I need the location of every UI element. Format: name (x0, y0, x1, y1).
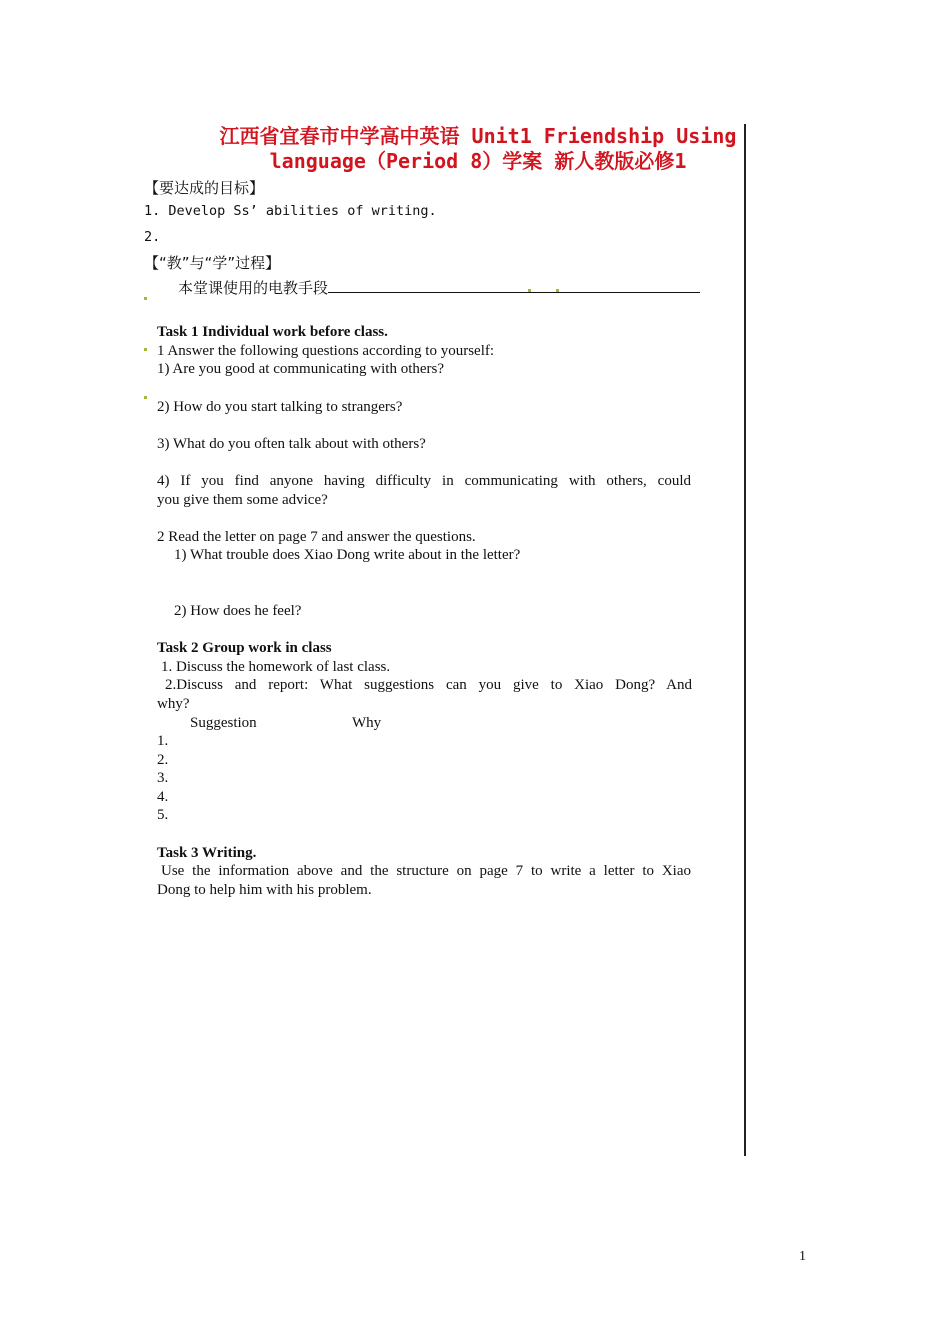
goal-item-1: 1. Develop Ss’ abilities of writing. (144, 203, 437, 219)
task1-question-4-line1: 4) If you find anyone having difficulty in communicating with others, could (157, 473, 691, 489)
suggestion-row: 4. (157, 789, 169, 805)
marker-dot (556, 289, 559, 292)
page-number: 1 (799, 1249, 806, 1264)
goals-heading: 【要达成的目标】 (144, 179, 265, 197)
marker-dot (144, 348, 147, 351)
task2-item-1: 1. Discuss the homework of last class. (161, 659, 391, 675)
suggestion-row: 2. (157, 752, 169, 768)
task1-question-1: 1) Are you good at communicating with others? (157, 361, 445, 377)
suggestion-row: 1. (157, 733, 169, 749)
marker-dot (528, 289, 531, 292)
column-header-suggestion: Suggestion (190, 715, 257, 731)
task2-item-2-line1: 2.Discuss and report: What suggestions can you give to Xiao Dong? And (165, 677, 692, 693)
column-header-why: Why (352, 715, 382, 731)
task1-read-question-2: 2) How does he feel? (174, 603, 302, 619)
task1-questions-intro: 1 Answer the following questions according to yourself: (157, 343, 495, 359)
media-blank (328, 278, 700, 293)
media-line (178, 277, 700, 298)
task1-read-question-1: 1) What trouble does Xiao Dong write about in the letter? (174, 547, 521, 563)
task1-heading: Task 1 Individual work before class. (157, 324, 388, 340)
marker-dot (144, 396, 147, 399)
task2-item-2-line2: why? (157, 696, 190, 712)
task1-question-4-line2: you give them some advice? (157, 492, 328, 508)
document-title-line1: 江西省宜春市中学高中英语 Unit1 Friendship Using (219, 124, 737, 148)
process-heading: 【“教”与“学”过程】 (144, 254, 281, 272)
task3-heading: Task 3 Writing. (157, 845, 257, 861)
task3-instruction-line1: Use the information above and the structure on page 7 to write a letter to Xiao (161, 863, 691, 879)
task2-heading: Task 2 Group work in class (157, 640, 332, 656)
suggestion-row: 5. (157, 807, 169, 823)
marker-dot (144, 297, 147, 300)
suggestion-row: 3. (157, 770, 169, 786)
task1-read-intro: 2 Read the letter on page 7 and answer the questions. (157, 529, 476, 545)
document-title-line2: language（Period 8）学案 新人教版必修1 (269, 149, 687, 173)
task1-question-3: 3) What do you often talk about with others? (157, 436, 426, 452)
goal-item-2: 2. (144, 229, 161, 245)
vertical-margin-line (744, 124, 746, 1156)
task1-question-2: 2) How do you start talking to strangers? (157, 399, 403, 415)
task3-instruction-line2: Dong to help him with his problem. (157, 882, 372, 898)
media-label: 本堂课使用的电教手段 (178, 279, 329, 297)
